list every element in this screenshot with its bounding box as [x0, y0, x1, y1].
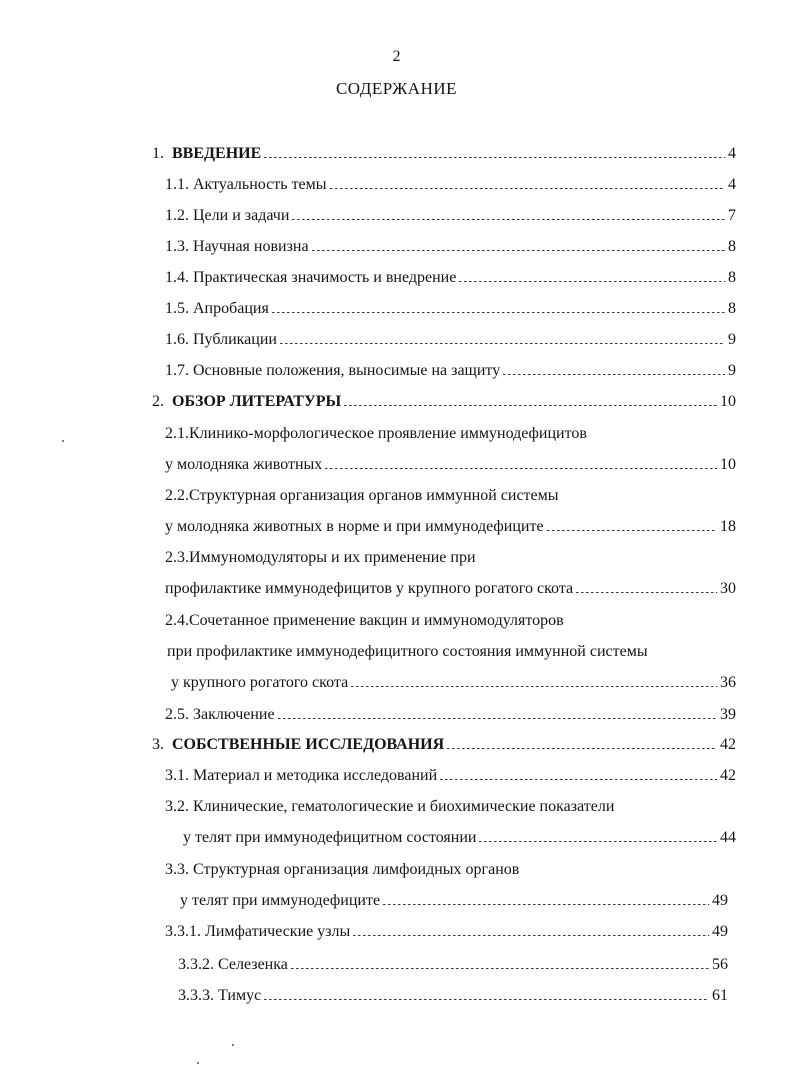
- toc-entry-number: 1.: [152, 145, 164, 162]
- toc-entry-label: у телят при иммунодефиците: [180, 892, 381, 909]
- toc-entry-label: ВВЕДЕНИЕ: [172, 145, 262, 162]
- dot-leader: [278, 718, 717, 719]
- toc-entry-page: 49: [712, 923, 728, 940]
- scan-speck: [232, 1044, 234, 1046]
- toc-entry-3-3-line1: 3.3. Структурная организация лимфоидных органов: [165, 861, 520, 878]
- toc-entry-label: 1.6. Публикации: [165, 331, 277, 348]
- dot-leader: [292, 219, 725, 220]
- toc-entry-1-6: [165, 330, 736, 350]
- toc-entry-label: у молодняка животных: [165, 456, 323, 473]
- toc-entry-literature-review: [152, 392, 736, 412]
- toc-entry-1-3: [165, 237, 736, 257]
- dot-leader: [459, 281, 725, 282]
- scan-speck: [197, 1062, 199, 1064]
- toc-entry-2-3-line1: 2.3.Иммуномодуляторы и их применение при: [165, 549, 476, 566]
- toc-entry-3-3-1: [165, 922, 728, 942]
- toc-entry-3-2: [183, 828, 736, 848]
- dot-leader: [325, 468, 717, 469]
- toc-entry-page: 8: [728, 238, 736, 255]
- toc-entry-1-1: [165, 175, 736, 195]
- toc-entry-page: 10: [720, 456, 736, 473]
- dot-leader: [440, 779, 717, 780]
- toc-entry-2-2: [165, 517, 736, 537]
- toc-entry-number: 3.: [152, 736, 164, 753]
- toc-entry-label: 3.1. Материал и методика исследований: [165, 767, 438, 784]
- toc-entry-page: 18: [720, 518, 736, 535]
- dot-leader: [280, 343, 725, 344]
- toc-entry-2-4: [171, 673, 736, 693]
- toc-entry-1-5: [165, 299, 736, 319]
- toc-entry-page: 8: [728, 300, 736, 317]
- dot-leader: [272, 312, 725, 313]
- toc-entry-label: 3.3.1. Лимфатические узлы: [165, 923, 351, 940]
- toc-entry-2-4-line2: при профилактике иммунодефицитного состояния иммунной системы: [167, 643, 648, 660]
- toc-entry-2-1: [165, 455, 736, 475]
- toc-entry-2-2-line1: 2.2.Структурная организация органов иммунной системы: [165, 487, 559, 504]
- toc-entry-3-3-2: [178, 955, 728, 975]
- toc-entry-page: 9: [728, 331, 736, 348]
- toc-entry-2-5: [165, 705, 736, 725]
- toc-entry-page: 30: [720, 580, 736, 597]
- toc-entry-page: 61: [712, 987, 728, 1004]
- dot-leader: [312, 250, 725, 251]
- toc-entry-page: 10: [720, 393, 736, 410]
- dot-leader: [351, 686, 717, 687]
- dot-leader: [547, 530, 717, 531]
- toc-entry-own-research: [152, 735, 736, 755]
- toc-entry-label: у крупного рогатого скота: [171, 674, 349, 691]
- toc-entry-1-7: [165, 361, 736, 381]
- page-number: 2: [392, 48, 401, 65]
- toc-entry-label: 1.7. Основные положения, выносимые на защиту: [165, 362, 501, 379]
- toc-entry-page: 49: [712, 892, 728, 909]
- toc-entry-label: 3.3.3. Тимус: [178, 987, 262, 1004]
- toc-entry-page: 44: [720, 829, 736, 846]
- toc-entry-page: 39: [720, 706, 736, 723]
- toc-entry-page: 56: [712, 956, 728, 973]
- toc-entry-label: СОБСТВЕННЫЕ ИССЛЕДОВАНИЯ: [172, 736, 445, 753]
- toc-entry-page: 36: [720, 674, 736, 691]
- toc-entry-label: ОБЗОР ЛИТЕРАТУРЫ: [172, 393, 342, 410]
- toc-entry-label: 2.5. Заключение: [165, 706, 275, 723]
- toc-entry-page: 42: [720, 736, 736, 753]
- dot-leader: [264, 999, 709, 1000]
- toc-entry-label: у молодняка животных в норме и при иммунодефиците: [165, 518, 544, 535]
- dot-leader: [330, 188, 725, 189]
- toc-entry-label: профилактике иммунодефицитов у крупного рогатого скота: [165, 580, 574, 597]
- dot-leader: [344, 405, 717, 406]
- toc-entry-page: 9: [728, 362, 736, 379]
- scan-speck: [62, 440, 64, 442]
- toc-entry-3-3: [180, 891, 728, 911]
- toc-entry-page: 7: [728, 207, 736, 224]
- dot-leader: [447, 748, 717, 749]
- toc-entry-1-4: [165, 268, 736, 288]
- dot-leader: [503, 374, 725, 375]
- toc-entry-page: 8: [728, 269, 736, 286]
- page-title: СОДЕРЖАНИЕ: [335, 79, 458, 98]
- toc-entry-page: 42: [720, 767, 736, 784]
- toc-entry-2-4-line1: 2.4.Сочетанное применение вакцин и иммуномодуляторов: [165, 612, 564, 629]
- dot-leader: [479, 841, 717, 842]
- toc-entry-page: 4: [728, 145, 736, 162]
- toc-entry-2-1-line1: 2.1.Клинико-морфологическое проявление иммунодефицитов: [165, 425, 587, 442]
- dot-leader: [353, 935, 709, 936]
- toc-entry-page: 4: [728, 176, 736, 193]
- toc-entry-label: 1.3. Научная новизна: [165, 238, 309, 255]
- toc-entry-label: 1.2. Цели и задачи: [165, 207, 290, 224]
- toc-entry-label: у телят при иммунодефицитном состоянии: [183, 829, 477, 846]
- toc-entry-1-2: [165, 206, 736, 226]
- toc-entry-label: 3.3.2. Селезенка: [178, 956, 288, 973]
- toc-entry-2-3: [165, 579, 736, 599]
- toc-entry-number: 2.: [152, 393, 164, 410]
- toc-entry-introduction: [152, 144, 736, 164]
- toc-entry-label: 1.1. Актуальность темы: [165, 176, 327, 193]
- toc-entry-3-2-line1: 3.2. Клинические, гематологические и биохимические показатели: [165, 798, 615, 815]
- dot-leader: [264, 157, 725, 158]
- toc-entry-3-3-3: [178, 986, 728, 1006]
- dot-leader: [291, 968, 709, 969]
- toc-entry-label: 1.5. Апробация: [165, 300, 269, 317]
- dot-leader: [383, 904, 709, 905]
- toc-entry-label: 1.4. Практическая значимость и внедрение: [165, 269, 457, 286]
- toc-entry-3-1: [165, 766, 736, 786]
- dot-leader: [576, 592, 717, 593]
